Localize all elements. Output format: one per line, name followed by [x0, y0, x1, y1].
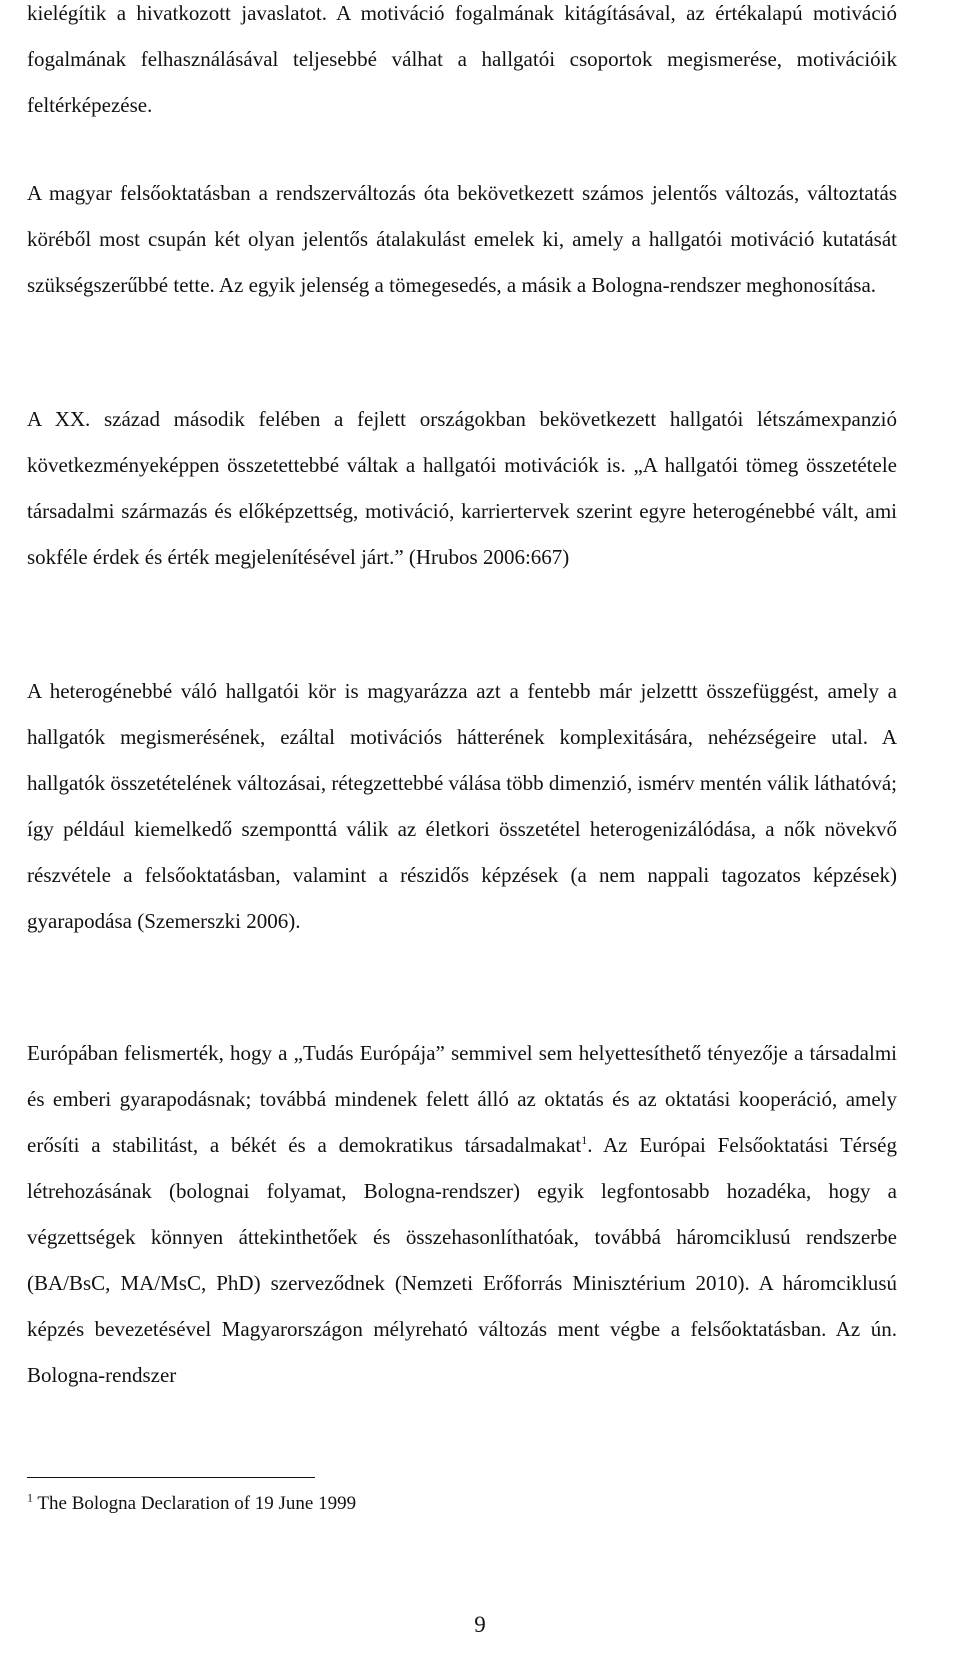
- paragraph-1: kielégítik a hivatkozott javaslatot. A motiváció fogalmának kitágításával, az értékalapú motiváció fogalmának felhasználásával teljesebbé válhat a hallgatói csoportok megismerése, motivációik feltérképezése.: [27, 1, 897, 117]
- footnote-reference[interactable]: 1: [581, 1133, 588, 1147]
- paragraph-3: A XX. század második felében a fejlett országokban bekövetkezett hallgatói létszámexpanzió következményeképpen összetettebbé váltak a hallgatói motivációk is. „A hallgatói tömeg összetétele társadalmi származás és előképzettség, motiváció, karriertervek szerint egyre heterogénebbé vált, ami sokféle érdek és érték megjelenítésével járt.” (Hrubos 2006:667): [27, 407, 897, 569]
- footnote: [27, 1492, 356, 1516]
- paragraph-5-text-start: Európában felismerték, hogy a „Tudás Európája” semmivel sem helyettesíthető tényezője a társadalmi és emberi gyarapodásnak; továbbá mindenek felett álló az oktatás és az oktatási kooperáció, amely erősíti a stabilitást, a békét és a demokratikus társadalmakat: [27, 1041, 897, 1157]
- paragraph-4: A heterogénebbé váló hallgatói kör is magyarázza azt a fentebb már jelzettt összefüggést, amely a hallgatók megismerésének, ezáltal motivációs hátterének komplexitására, nehézségeire utal. A hallgatók összetételének változásai, rétegzettebbé válása több dimenzió, ismérv mentén válik láthatóvá; így például kiemelkedő szemponttá válik az életkori összetétel heterogenizálódása, a nők növekvő részvétele a felsőoktatásban, valamint a részidős képzések (a nem nappali tagozatos képzések) gyarapodása (Szemerszki 2006).: [27, 679, 898, 933]
- paragraph-5: [27, 1030, 897, 1398]
- page-number: 9: [474, 1612, 486, 1637]
- paragraph-2: A magyar felsőoktatásban a rendszerváltozás óta bekövetkezett számos jelentős változás, változtatás köréből most csupán két olyan jelentős átalakulást emelek ki, amely a hallgatói motiváció kutatását szükségszerűbbé tette. Az egyik jelenség a tömegesedés, a másik a Bologna-rendszer meghonosítása.: [27, 181, 897, 297]
- paragraph-5-text-end: . Az Európai Felsőoktatási Térség létrehozásának (bolognai folyamat, Bologna-rendszer) egyik legfontosabb hozadéka, hogy a végzettségek könnyen áttekinthetőek és összehasonlíthatóak, továbbá háromciklusú rendszerbe (BA/BsC, MA/MsC, PhD) szerveződnek (Nemzeti Erőforrás Minisztérium 2010). A háromciklusú képzés bevezetésével Magyarországon mélyreható változás ment végbe a felsőoktatásban. Az ún. Bologna-rendszer: [27, 1133, 897, 1387]
- footnote-text: The Bologna Declaration of 19 June 1999: [33, 1493, 357, 1514]
- footnote-divider: [27, 1477, 315, 1478]
- footnote-mark: 1: [27, 1490, 33, 1505]
